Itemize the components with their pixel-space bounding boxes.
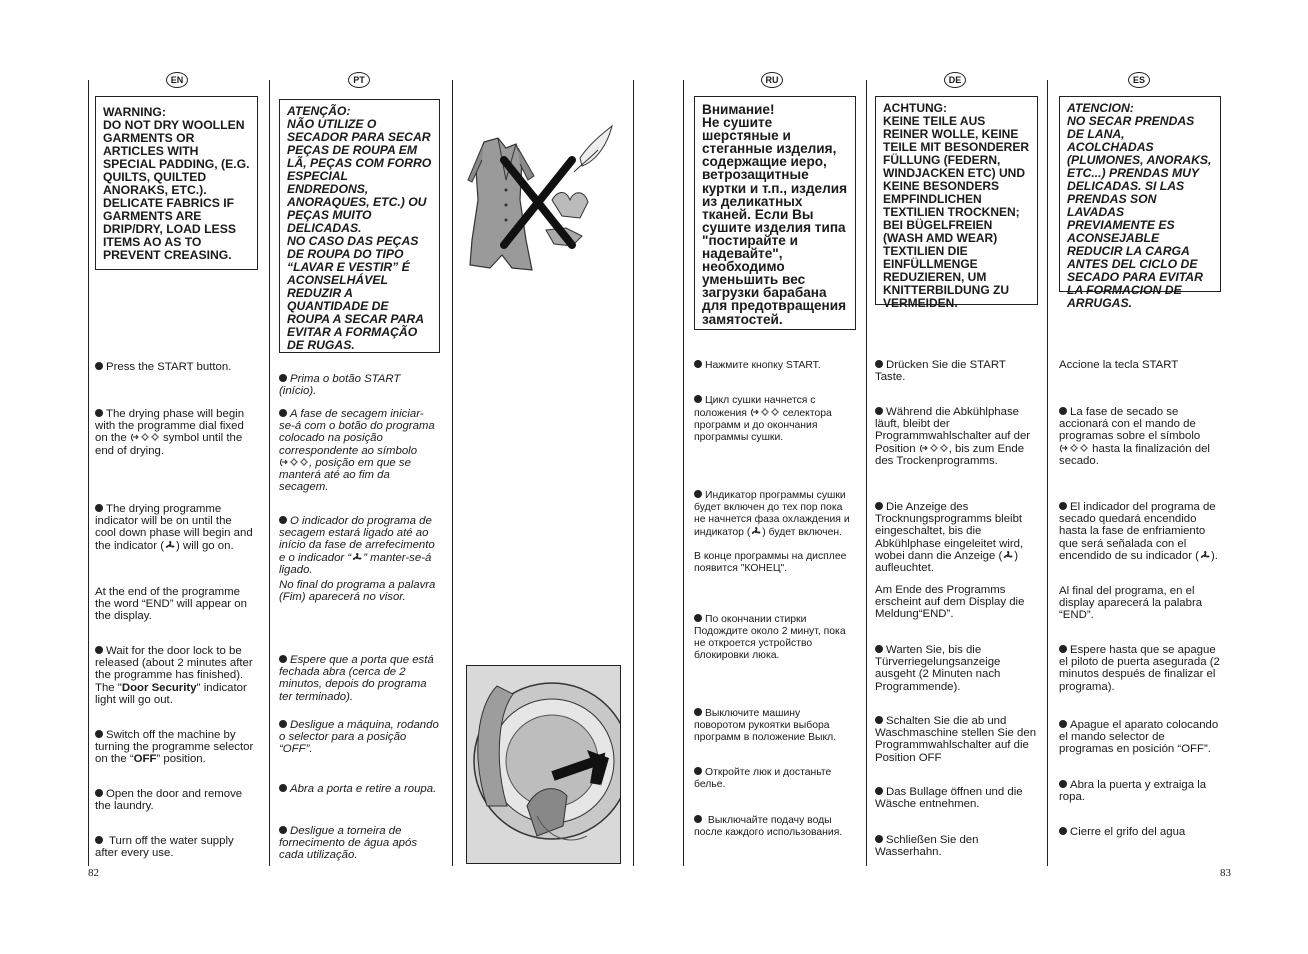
bullet-icon — [279, 784, 287, 792]
cool-down-fan-icon — [750, 526, 762, 537]
language-badge-ru: RU — [761, 72, 783, 88]
instruction-end: В конце программы на дисплее появится "КОНЕЦ". — [694, 551, 847, 574]
bullet-icon — [694, 395, 702, 403]
instruction-drying-phase: Цикл сушки начнется с положения селектора программ и до окончания программы сушки. — [694, 395, 832, 443]
instruction-end: Am Ende des Programms erscheint auf dem Display die Meldung“END”. — [875, 584, 1025, 621]
warning-box: ATENCION: NO SECAR PRENDAS DE LANA, ACOLCHADAS (PLUMONES, ANORAKS, ETC...) PRENDAS MUY DELICADAS. SI LAS PRENDAS SON LAVADAS PREVIAMENTE ES ACONSEJABLE REDUCIR LA CARGA ANTES DEL CICLO DE SECADO PARA EVITAR LA FORMACION DE ARRUGAS. — [1059, 96, 1221, 292]
language-badge-en: EN — [166, 72, 188, 88]
column-ru — [694, 96, 856, 866]
instruction-indicator: Индикатор программы сушки будет включен до тех пор пока не начнется фаза охлаждения и индикатор ( ) будет включен. — [694, 490, 850, 538]
bullet-icon — [875, 716, 883, 724]
bullet-icon — [95, 836, 103, 844]
instruction-indicator: El indicador del programa de secado quedará encendido hasta la fase de enfriamiento que será señalada con el encendido de su indicador ( ). — [1059, 501, 1218, 562]
bullet-icon — [875, 360, 883, 368]
column-divider — [269, 80, 270, 866]
instruction-drying-phase: La fase de secado se accionará con el mando de programas sobre el símbolo hasta la finalización del secado. — [1059, 406, 1210, 467]
language-badge-pt: PT — [348, 72, 370, 88]
instruction-indicator: Die Anzeige des Trocknungsprogramms bleibt eingeschaltet, bis die Abkühlphase eingeleitet wird, wobei dann die Anzeige ( ) aufleuchtet. — [875, 501, 1024, 575]
cool-down-fan-icon — [1002, 550, 1014, 561]
instruction-switch-off: Schalten Sie die ab und Waschmaschine stellen Sie den Programmwahlschalter auf die Position OFF — [875, 715, 1037, 764]
instruction-end: No final do programa a palavra (Fim) aparecerá no visor. — [279, 579, 436, 604]
instruction-water-supply: Turn off the water supply after every use. — [95, 835, 234, 860]
instruction-open-door: Abra a porta e retire a roupa. — [279, 783, 439, 795]
column-divider — [683, 80, 684, 866]
instruction-indicator: The drying programme indicator will be on until the cool down phase will begin and the indicator ( ) will go on. — [95, 503, 253, 552]
bullet-icon — [279, 409, 287, 417]
bullet-icon — [95, 730, 103, 738]
bullet-icon — [1059, 720, 1067, 728]
instruction-switch-off: Switch off the machine by turning the programme selector on the “OFF” position. — [95, 729, 254, 766]
instruction-open-door: Das Bullage öffnen und die Wäsche entnehmen. — [875, 786, 1023, 811]
column-divider — [1047, 80, 1048, 866]
column-divider — [633, 80, 634, 866]
drying-symbol-icon — [130, 432, 160, 442]
bullet-icon — [1059, 827, 1067, 835]
column-es — [1059, 96, 1222, 866]
warning-box: Внимание! Не сушите шерстяные и стеганные изделия, содержащие иеро, ветрозащитные куртки и т.п., изделия из деликатных тканей. Если Вы сушите изделия типа "постирайте и надевайте", необходимо уменьшить вес загрузки барабана для предотвращения замятостей. — [694, 96, 856, 330]
garments-crossed-out-illustration — [462, 120, 622, 280]
bullet-icon — [875, 502, 883, 510]
instruction-end: At the end of the programme the word “END” will appear on the display. — [95, 586, 247, 623]
bullet-icon — [1059, 407, 1067, 415]
drying-symbol-icon — [279, 457, 309, 467]
instruction-water-supply: Desligue a torneira de fornecimento de água após cada utilização. — [279, 825, 418, 862]
instruction-switch-off: Выключите машину поворотом рукоятки выбора программ в положение Выкл. — [694, 708, 837, 743]
bullet-icon — [279, 826, 287, 834]
door-opening-illustration — [467, 666, 620, 863]
instruction-press-start: Prima o botão START (início). — [279, 373, 401, 398]
instruction-press-start: Press the START button. — [95, 361, 255, 373]
bullet-icon — [95, 409, 103, 417]
bullet-icon — [694, 614, 702, 622]
column-pt — [279, 99, 441, 869]
instruction-drying-phase: A fase de secagem iniciar-se-á com o botão do programa colocado na posição correspondente ao símbolo , posição em que se manterá até ao fim da secagem. — [279, 408, 435, 494]
bullet-icon — [95, 504, 103, 512]
warning-box: ATENÇÃO: NÃO UTILIZE O SECADOR PARA SECAR PEÇAS DE ROUPA EM LÃ, PEÇAS COM FORRO ESPECIAL ENDREDONS, ANORAQUES, ETC.) OU PEÇAS MUITO DELICADAS. NO CASO DAS PEÇAS DE ROUPA DO TIPO “LAVAR E VESTIR” É ACONSELHÁVEL REDUZIR A QUANTIDADE DE ROUPA A SECAR PARA EVITAR A FORMAÇÃO DE RUGAS. — [279, 99, 440, 353]
bullet-icon — [279, 655, 287, 663]
page-number-left: 82 — [88, 867, 99, 879]
page-number-right: 83 — [1220, 867, 1231, 879]
bullet-icon — [875, 835, 883, 843]
instruction-door-lock: Espere que a porta que está fechada abra (cerca de 2 minutos, depois do programa ter terminado). — [279, 654, 434, 703]
column-de — [875, 96, 1038, 866]
column-divider — [88, 80, 89, 866]
instruction-end: Al final del programa, en el display aparecerá la palabra “END”. — [1059, 585, 1203, 622]
door-illustration-frame — [466, 665, 621, 864]
cool-down-fan-icon — [351, 552, 363, 563]
instruction-water-supply: Schließen Sie den Wasserhahn. — [875, 834, 979, 859]
bullet-icon — [95, 646, 103, 654]
instruction-drying-phase: Während die Abkühlphase läuft, bleibt der Programmwahlschalter auf der Position , bis zum Ende des Trockenprogramms. — [875, 406, 1031, 467]
instruction-switch-off: Apague el aparato colocando el mando selector de programas en posición “OFF”. — [1059, 719, 1219, 756]
instruction-water-supply: Cierre el grifo del agua — [1059, 826, 1219, 838]
drying-symbol-icon — [1059, 443, 1089, 453]
warning-box: WARNING: DO NOT DRY WOOLLEN GARMENTS OR ARTICLES WITH SPECIAL PADDING, (E.G. QUILTS, QUILTED ANORAKS, ETC.). DELICATE FABRICS IF GARMENTS ARE DRIP/DRY, LOAD LESS ITEMS AO AS TO PREVENT CREASING. — [95, 96, 258, 270]
instruction-indicator: O indicador do programa de secagem estará ligado até ao início da fase de arrefecimento e o indicador “ ” manter-se-á ligado. — [279, 515, 435, 576]
bullet-icon — [875, 407, 883, 415]
bullet-icon — [694, 360, 702, 368]
instruction-press-start: Accione la tecla START — [1059, 359, 1179, 371]
warning-box: ACHTUNG: KEINE TEILE AUS REINER WOLLE, KEINE TEILE MIT BESONDERER FÜLLUNG (FEDERN, WINDJACKEN ETC) UND KEINE BESONDERS EMPFINDLICHEN TEXTILIEN TROCKNEN; BEI BÜGELFREIEN (WASH AMD WEAR) TEXTILIEN DIE EINFÜLLMENGE REDUZIEREN, UM KNITTERBILDUNG ZU VERMEIDEN. — [875, 96, 1038, 305]
language-badge-de: DE — [944, 72, 966, 88]
bullet-icon — [95, 789, 103, 797]
bullet-icon — [694, 815, 702, 823]
column-divider — [452, 80, 453, 866]
bullet-icon — [95, 362, 103, 370]
instruction-door-lock: Espere hasta que se apague el piloto de puerta asegurada (2 minutos después de finalizar el programa). — [1059, 644, 1220, 693]
bullet-icon — [279, 374, 287, 382]
bullet-icon — [694, 767, 702, 775]
instruction-open-door: Откройте люк и достаньте белье. — [694, 767, 832, 790]
bullet-icon — [1059, 780, 1067, 788]
language-badge-es: ES — [1128, 72, 1150, 88]
bullet-icon — [694, 490, 702, 498]
drying-symbol-icon — [750, 407, 780, 417]
instruction-press-start: Drücken Sie die START Taste. — [875, 359, 1006, 384]
instruction-open-door: Abra la puerta y extraiga la ropa. — [1059, 779, 1207, 804]
bullet-icon — [875, 645, 883, 653]
column-divider — [866, 80, 867, 866]
cool-down-fan-icon — [1199, 550, 1211, 561]
instruction-door-lock: Warten Sie, bis die Türverriegelungsanzeige ausgeht (2 Minuten nach Programmende). — [875, 644, 1001, 693]
instruction-open-door: Open the door and remove the laundry. — [95, 788, 243, 813]
instruction-drying-phase: The drying phase will begin with the programme dial fixed on the symbol until the end of drying. — [95, 408, 245, 457]
bullet-icon — [1059, 502, 1067, 510]
instruction-water-supply: Выключайте подачу воды после каждого использования. — [694, 815, 843, 838]
bullet-icon — [279, 720, 287, 728]
bullet-icon — [1059, 645, 1067, 653]
cool-down-fan-icon — [164, 540, 176, 551]
instruction-switch-off: Desligue a máquina, rodando o selector para a posição “OFF”. — [279, 719, 439, 756]
bullet-icon — [875, 787, 883, 795]
column-en — [95, 96, 258, 866]
drying-symbol-icon — [919, 443, 949, 453]
instruction-door-lock: По окончании стирки Подождите около 2 минут, пока не откроется устройство блокировки люка. — [694, 614, 846, 661]
bullet-icon — [694, 708, 702, 716]
instruction-door-lock: Wait for the door lock to be released (about 2 minutes after the programme has finished). The "Door Security" indicator light will go out. — [95, 645, 253, 706]
instruction-press-start: Нажмите кнопку START. — [694, 360, 854, 372]
bullet-icon — [279, 516, 287, 524]
